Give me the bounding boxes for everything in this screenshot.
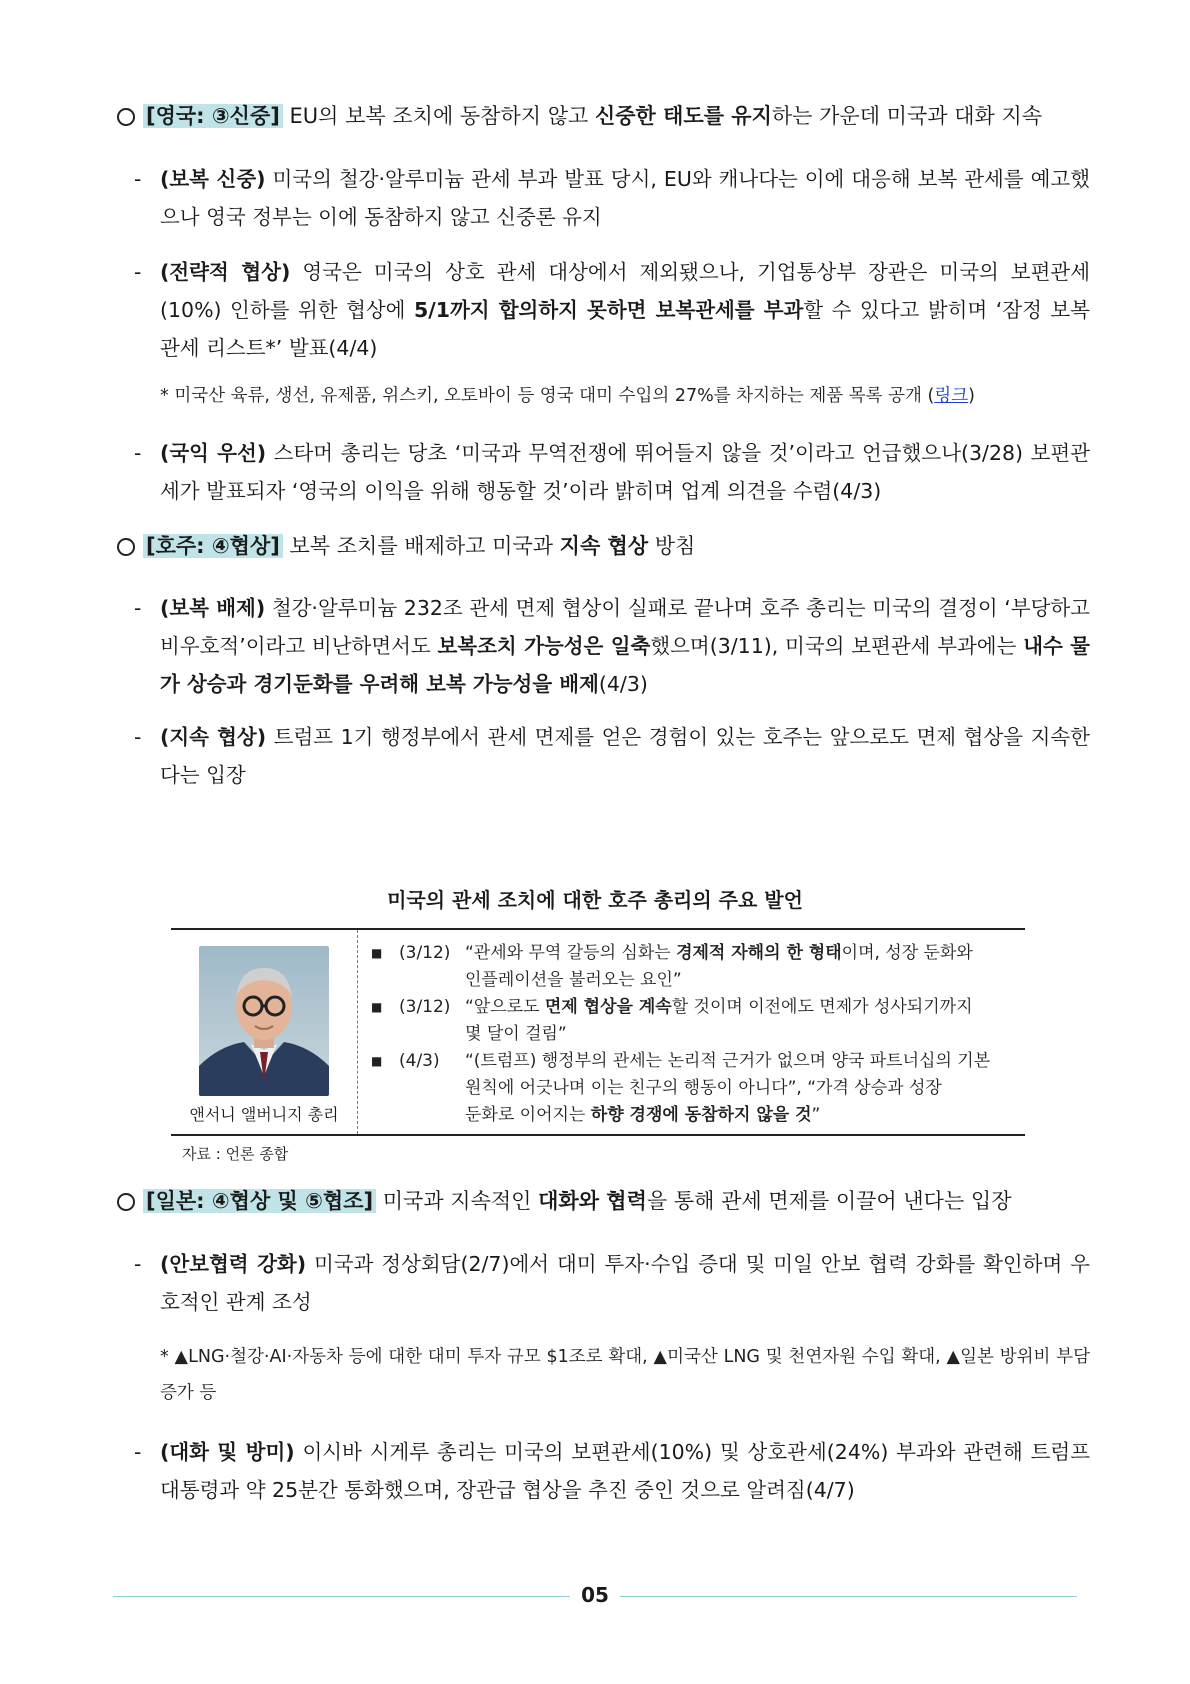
circle-bullet-icon xyxy=(117,108,135,126)
quote-list xyxy=(371,940,1011,1129)
uk-footnote-link[interactable]: 링크 xyxy=(934,386,969,406)
figure-source: 자료 : 언론 종합 xyxy=(182,1145,289,1163)
australia-item-retaliation-excluded: - (보복 배제) 철강·알루미늄 232조 관세 면제 협상이 실패로 끝나며 호주 총리는 미국의 결정이 ‘부당하고 비우호적’이라고 비난하면서도 보복조치 가능성은 일축했으며(3/11), 미국의 보편관세 부과에는 내수 물가 상승과 경기둔화를 우려해 보복 가능성을 배제(4/3) xyxy=(134,596,1090,696)
photo-panel xyxy=(171,930,358,1134)
uk-tag: [영국: ③신중] xyxy=(143,104,283,128)
uk-footnote: * 미국산 육류, 생선, 유제품, 위스키, 오토바이 등 영국 대미 수입의 27%를 차지하는 제품 목록 공개 (링크) xyxy=(160,386,975,406)
circle-bullet-icon xyxy=(117,538,135,556)
japan-item-dialogue-visit: - (대화 및 방미) 이시바 시게루 총리는 미국의 보편관세(10%) 및 상호관세(24%) 부과와 관련해 트럼프 대통령과 약 25분간 통화했으며, 장관급 협상을 추진 중인 것으로 알려짐(4/7) xyxy=(134,1440,1091,1502)
japan-item-security-cooperation: - (안보협력 강화) 미국과 정상회담(2/7)에서 대미 투자·수입 증대 및 미일 안보 협력 강화를 확인하며 우호적인 관계 조성 xyxy=(134,1252,1090,1314)
quote-item: ■ (4/3) “(트럼프) 행정부의 관세는 논리적 근거가 없으며 양국 파트너십의 기본 원칙에 어긋나며 이는 친구의 행동이 아니다”, “가격 상승과 성장 둔화로 이어지는 하향 경쟁에 동참하지 않을 것” xyxy=(371,1048,1011,1129)
square-bullet-icon: ■ xyxy=(371,1000,383,1014)
japan-footnote: * ▲LNG·철강·AI·자동차 등에 대한 대미 투자 규모 $1조로 확대, ▲미국산 LNG 및 천연자원 수입 확대, ▲일본 방위비 부담 증가 등 xyxy=(160,1347,1090,1403)
square-bullet-icon: ■ xyxy=(371,1054,383,1068)
circle-bullet-icon xyxy=(117,1193,135,1211)
section-japan-headline: [일본: ④협상 및 ⑤협조] 미국과 지속적인 대화와 협력을 통해 관세 면제를 이끌어 낸다는 입장 xyxy=(117,1183,1097,1219)
photo-caption: 앤서니 앨버니지 총리 xyxy=(189,1105,339,1124)
uk-item-retaliation-caution: - (보복 신중) 미국의 철강·알루미늄 관세 부과 발표 당시, EU와 캐나다는 이에 대응해 보복 관세를 예고했으나 영국 정부는 이에 동참하지 않고 신중론 유지 xyxy=(134,167,1090,229)
quote-item: ■ (3/12) “앞으로도 면제 협상을 계속할 것이며 이전에도 면제가 성사되기까지 몇 달이 걸림” xyxy=(371,994,1011,1048)
section-australia-headline: [호주: ④협상] 보복 조치를 배제하고 미국과 지속 협상 방침 xyxy=(117,528,1097,564)
prime-minister-photo xyxy=(199,946,329,1096)
australia-tag: [호주: ④협상] xyxy=(143,534,283,558)
figure-title: 미국의 관세 조치에 대한 호주 총리의 주요 발언 xyxy=(387,888,803,912)
section-uk-headline: [영국: ③신중] EU의 보복 조치에 동참하지 않고 신중한 태도를 유지하는 가운데 미국과 대화 지속 xyxy=(117,98,1097,134)
page-number: 05 xyxy=(581,1583,609,1607)
quote-box xyxy=(171,928,1025,1136)
japan-tag: [일본: ④협상 및 ⑤협조] xyxy=(143,1189,376,1213)
australia-item-continued-negotiation: - (지속 협상) 트럼프 1기 행정부에서 관세 면제를 얻은 경험이 있는 호주는 앞으로도 면제 협상을 지속한다는 입장 xyxy=(134,725,1090,787)
uk-item-strategic-negotiation: - (전략적 협상) 영국은 미국의 상호 관세 대상에서 제외됐으나, 기업통상부 장관은 미국의 보편관세(10%) 인하를 위한 협상에 5/1까지 합의하지 못하면 보복관세를 부과할 수 있다고 밝히며 ‘잠정 보복 관세 리스트*’ 발표(4/4) xyxy=(134,260,1090,360)
uk-item-national-interest: - (국익 우선) 스타머 총리는 당초 ‘미국과 무역전쟁에 뛰어들지 않을 것’이라고 언급했으나(3/28) 보편관세가 발표되자 ‘영국의 이익을 위해 행동할 것’이라 밝히며 업계 의견을 수렴(4/3) xyxy=(134,441,1090,503)
square-bullet-icon: ■ xyxy=(371,946,383,960)
quote-item: ■ (3/12) “관세와 무역 갈등의 심화는 경제적 자해의 한 형태이며, 성장 둔화와 인플레이션을 불러오는 요인” xyxy=(371,940,1011,994)
